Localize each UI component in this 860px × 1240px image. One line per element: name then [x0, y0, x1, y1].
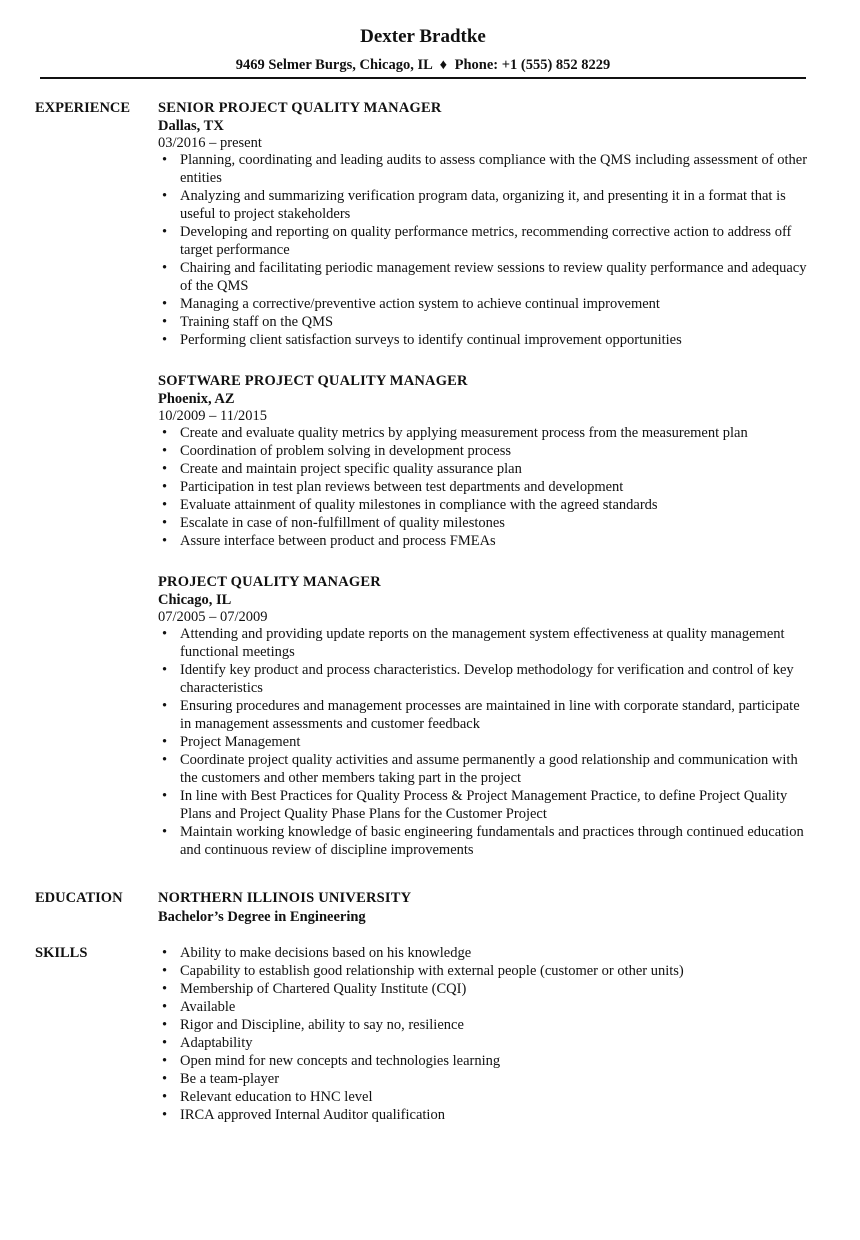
resume-header: [40, 24, 806, 74]
education-body: [158, 889, 813, 927]
experience-list: [158, 99, 813, 882]
job-bullets: [158, 151, 813, 349]
degree: Bachelor’s Degree in Engineering: [158, 909, 366, 925]
bullet-item: • Analyzing and summarizing verification program data, organizing it, and presenting it in a format that is useful to project stakeholders: [158, 187, 813, 223]
bullet-item: • Assure interface between product and process FMEAs: [158, 532, 813, 550]
job-title: PROJECT QUALITY MANAGER: [158, 574, 381, 590]
bullet-item: • Chairing and facilitating periodic management review sessions to review quality performance and adequacy of the QMS: [158, 259, 813, 295]
header-divider: [40, 77, 806, 79]
bullet-item: • Maintain working knowledge of basic engineering fundamentals and practices through continued education and continuous review of discipline improvements: [158, 823, 813, 859]
skill-item: • Available: [158, 998, 813, 1016]
bullet-item: • Coordination of problem solving in development process: [158, 442, 813, 460]
bullet-item: • Identify key product and process characteristics. Develop methodology for verification and control of key characteristics: [158, 661, 813, 697]
bullet-item: • Create and maintain project specific quality assurance plan: [158, 460, 813, 478]
job-bullets: [158, 625, 813, 859]
job-title: SOFTWARE PROJECT QUALITY MANAGER: [158, 373, 468, 389]
diamond-separator-icon: ♦: [439, 57, 448, 73]
job-bullets: [158, 424, 813, 550]
bullet-item: • Ensuring procedures and management processes are maintained in line with corporate standard, participate in management assessments and customer feedback: [158, 697, 813, 733]
job-location: Phoenix, AZ: [158, 391, 235, 407]
skill-item: • Ability to make decisions based on his knowledge: [158, 944, 813, 962]
bullet-item: • Training staff on the QMS: [158, 313, 813, 331]
skills-list: [158, 944, 813, 1124]
job-dates: 10/2009 – 11/2015: [158, 408, 268, 424]
job-location: Dallas, TX: [158, 118, 224, 134]
skill-item: • Capability to establish good relationship with external people (customer or other units): [158, 962, 813, 980]
bullet-item: • In line with Best Practices for Quality Process & Project Management Practice, to define Project Quality Plans and Project Quality Phase Plans for the Customer Project: [158, 787, 813, 823]
bullet-item: • Planning, coordinating and leading audits to assess compliance with the QMS including assessment of other entities: [158, 151, 813, 187]
skill-item: • Membership of Chartered Quality Institute (CQI): [158, 980, 813, 998]
job-entry: [158, 573, 813, 859]
section-label-education: EDUCATION: [35, 890, 123, 906]
bullet-item: • Managing a corrective/preventive action system to achieve continual improvement: [158, 295, 813, 313]
skill-item: • Adaptability: [158, 1034, 813, 1052]
job-entry: [158, 99, 813, 349]
job-location: Chicago, IL: [158, 592, 232, 608]
job-dates: 07/2005 – 07/2009: [158, 609, 268, 625]
job-entry: [158, 372, 813, 550]
school-name: NORTHERN ILLINOIS UNIVERSITY: [158, 890, 412, 906]
bullet-item: • Project Management: [158, 733, 813, 751]
section-label-experience: EXPERIENCE: [35, 100, 131, 116]
contact-line: [40, 56, 806, 74]
bullet-item: • Developing and reporting on quality performance metrics, recommending corrective action to address off target performance: [158, 223, 813, 259]
bullet-item: • Evaluate attainment of quality milestones in compliance with the agreed standards: [158, 496, 813, 514]
job-dates: 03/2016 – present: [158, 135, 262, 151]
bullet-item: • Attending and providing update reports on the management system effectiveness at quality management functional meetings: [158, 625, 813, 661]
skill-item: • Open mind for new concepts and technologies learning: [158, 1052, 813, 1070]
bullet-item: • Create and evaluate quality metrics by applying measurement process from the measurement plan: [158, 424, 813, 442]
bullet-item: • Escalate in case of non-fulfillment of quality milestones: [158, 514, 813, 532]
job-title: SENIOR PROJECT QUALITY MANAGER: [158, 100, 442, 116]
skill-item: • Be a team-player: [158, 1070, 813, 1088]
candidate-name: Dexter Bradtke: [360, 26, 486, 47]
bullet-item: • Coordinate project quality activities and assume permanently a good relationship and communication with the customers and other members taking part in the project: [158, 751, 813, 787]
section-label-skills: SKILLS: [35, 945, 88, 961]
phone: Phone: +1 (555) 852 8229: [454, 57, 611, 73]
address: 9469 Selmer Burgs, Chicago, IL: [235, 57, 432, 73]
skill-item: • Relevant education to HNC level: [158, 1088, 813, 1106]
skills-body: [158, 944, 813, 1124]
skill-item: • IRCA approved Internal Auditor qualification: [158, 1106, 813, 1124]
bullet-item: • Performing client satisfaction surveys to identify continual improvement opportunities: [158, 331, 813, 349]
skill-item: • Rigor and Discipline, ability to say no, resilience: [158, 1016, 813, 1034]
bullet-item: • Participation in test plan reviews between test departments and development: [158, 478, 813, 496]
